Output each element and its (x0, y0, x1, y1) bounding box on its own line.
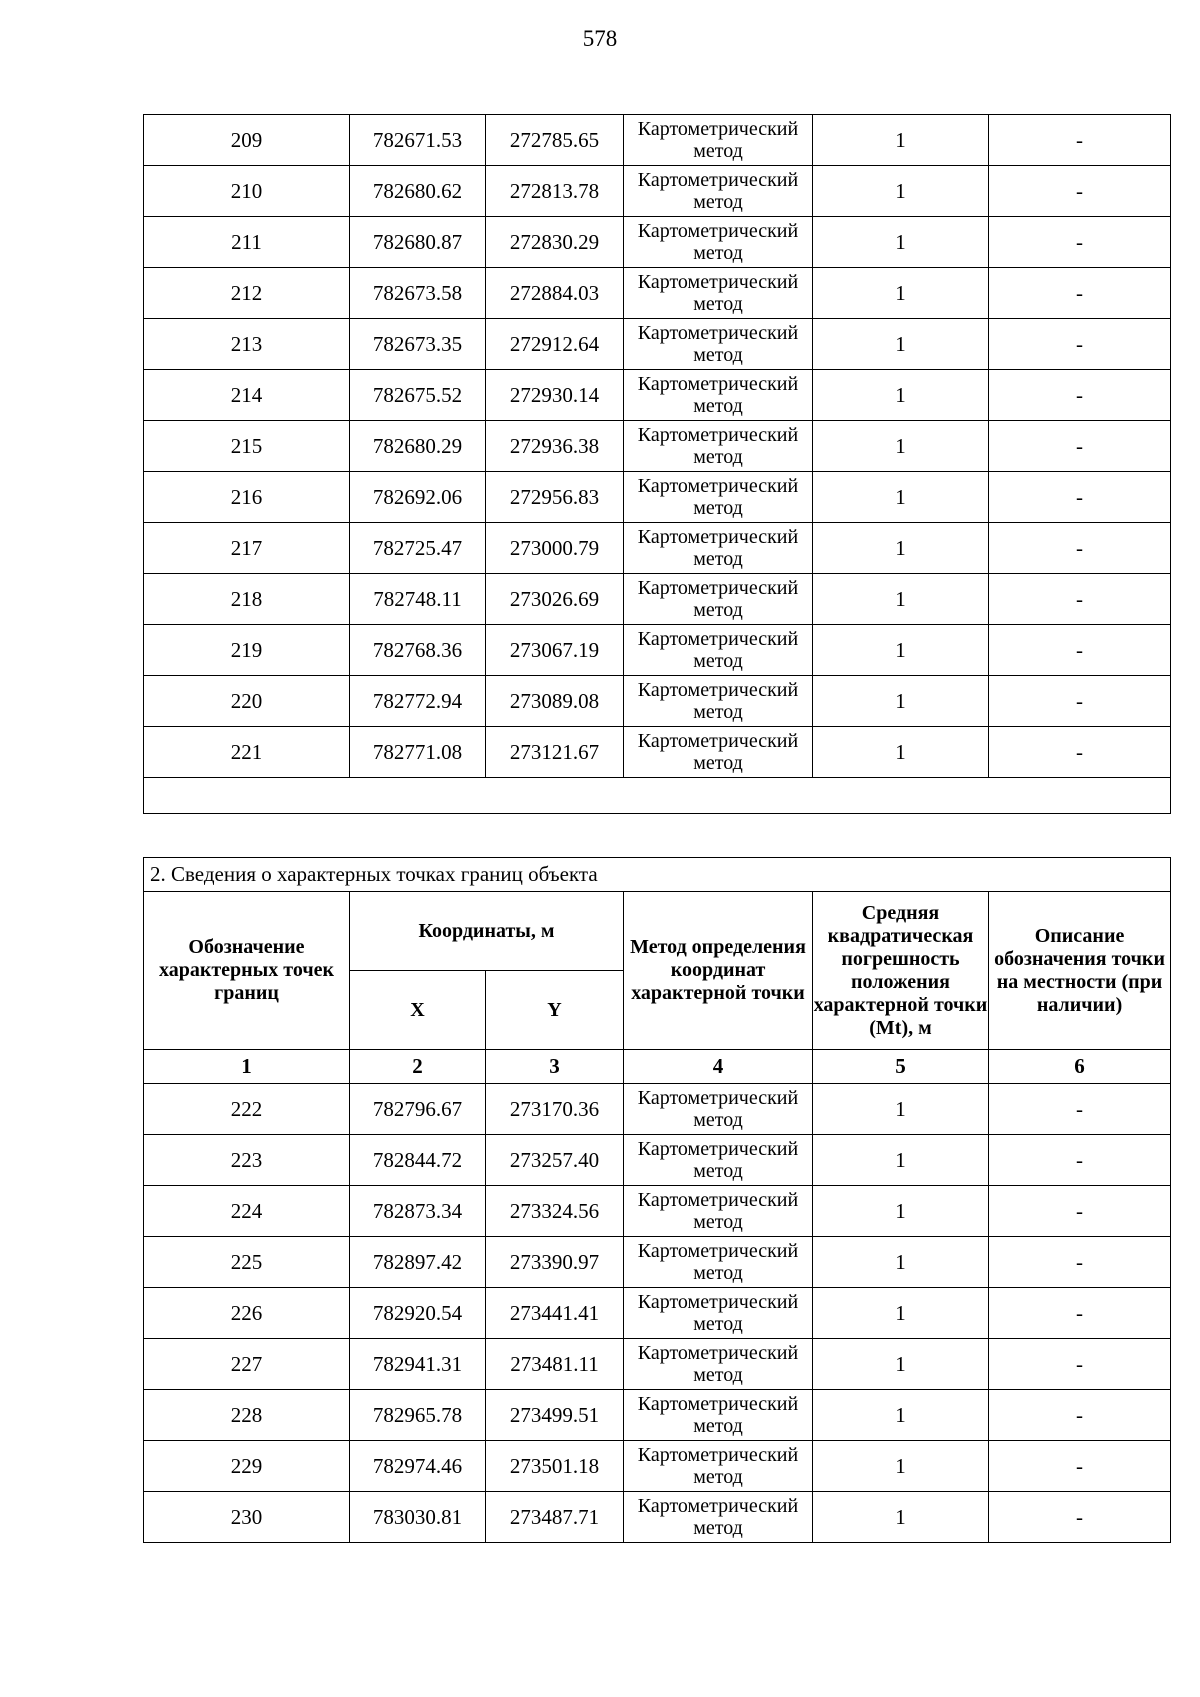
method-cell: Картометрический метод (624, 574, 813, 625)
point-cell: 223 (144, 1135, 350, 1186)
header-point: Обозначение характерных точек границ (144, 892, 350, 1050)
header-y: Y (486, 971, 624, 1050)
mt-cell: 1 (813, 1441, 989, 1492)
table-row (144, 1186, 1171, 1237)
point-cell: 209 (144, 115, 350, 166)
table-row (144, 217, 1171, 268)
point-cell: 217 (144, 523, 350, 574)
table-row (144, 115, 1171, 166)
page-number: 578 (582, 26, 618, 51)
mt-cell: 1 (813, 676, 989, 727)
mt-cell: 1 (813, 1135, 989, 1186)
mt-cell: 1 (813, 268, 989, 319)
point-cell: 211 (144, 217, 350, 268)
x-cell: 782771.08 (350, 727, 486, 778)
header-row-top (144, 892, 1171, 971)
point-cell: 226 (144, 1288, 350, 1339)
boundary-points-table (143, 857, 1171, 1543)
point-cell: 213 (144, 319, 350, 370)
method-cell: Картометрический метод (624, 625, 813, 676)
mt-cell: 1 (813, 472, 989, 523)
header-mt: Средняя квадратическая погрешность положения характерной точки (Mt), м (813, 892, 989, 1050)
desc-cell: - (989, 1186, 1171, 1237)
mt-cell: 1 (813, 625, 989, 676)
desc-cell: - (989, 421, 1171, 472)
x-cell: 782772.94 (350, 676, 486, 727)
method-cell: Картометрический метод (624, 217, 813, 268)
x-cell: 782844.72 (350, 1135, 486, 1186)
method-cell: Картометрический метод (624, 1186, 813, 1237)
desc-cell: - (989, 370, 1171, 421)
point-cell: 212 (144, 268, 350, 319)
header-method: Метод определения координат характерной точки (624, 892, 813, 1050)
method-cell: Картометрический метод (624, 319, 813, 370)
table-row (144, 1135, 1171, 1186)
method-cell: Картометрический метод (624, 268, 813, 319)
table-row (144, 370, 1171, 421)
table-caption: 2. Сведения о характерных точках границ объекта (144, 858, 1171, 892)
method-cell: Картометрический метод (624, 1492, 813, 1543)
table-row (144, 1492, 1171, 1543)
x-cell: 782725.47 (350, 523, 486, 574)
point-cell: 216 (144, 472, 350, 523)
method-cell: Картометрический метод (624, 676, 813, 727)
table-row (144, 727, 1171, 778)
point-cell: 218 (144, 574, 350, 625)
method-cell: Картометрический метод (624, 1237, 813, 1288)
method-cell: Картометрический метод (624, 1288, 813, 1339)
point-cell: 214 (144, 370, 350, 421)
table1-body (144, 115, 1171, 778)
column-number: 2 (350, 1050, 486, 1084)
mt-cell: 1 (813, 1339, 989, 1390)
y-cell: 273026.69 (486, 574, 624, 625)
x-cell: 782873.34 (350, 1186, 486, 1237)
x-cell: 782673.58 (350, 268, 486, 319)
boundary-points-table-continued (143, 114, 1171, 814)
desc-cell: - (989, 472, 1171, 523)
x-cell: 782680.87 (350, 217, 486, 268)
x-cell: 782768.36 (350, 625, 486, 676)
table-row (144, 676, 1171, 727)
table-row (144, 523, 1171, 574)
y-cell: 273089.08 (486, 676, 624, 727)
y-cell: 272936.38 (486, 421, 624, 472)
point-cell: 227 (144, 1339, 350, 1390)
method-cell: Картометрический метод (624, 1339, 813, 1390)
method-cell: Картометрический метод (624, 1390, 813, 1441)
table-row (144, 472, 1171, 523)
method-cell: Картометрический метод (624, 472, 813, 523)
header-desc: Описание обозначения точки на местности (при наличии) (989, 892, 1171, 1050)
x-cell: 782673.35 (350, 319, 486, 370)
mt-cell: 1 (813, 217, 989, 268)
point-cell: 221 (144, 727, 350, 778)
mt-cell: 1 (813, 727, 989, 778)
table-row (144, 574, 1171, 625)
desc-cell: - (989, 1390, 1171, 1441)
x-cell: 782941.31 (350, 1339, 486, 1390)
method-cell: Картометрический метод (624, 1441, 813, 1492)
column-number: 1 (144, 1050, 350, 1084)
mt-cell: 1 (813, 166, 989, 217)
y-cell: 272785.65 (486, 115, 624, 166)
x-cell: 783030.81 (350, 1492, 486, 1543)
y-cell: 273170.36 (486, 1084, 624, 1135)
desc-cell: - (989, 319, 1171, 370)
x-cell: 782675.52 (350, 370, 486, 421)
y-cell: 272830.29 (486, 217, 624, 268)
desc-cell: - (989, 676, 1171, 727)
mt-cell: 1 (813, 1492, 989, 1543)
desc-cell: - (989, 574, 1171, 625)
point-cell: 219 (144, 625, 350, 676)
desc-cell: - (989, 625, 1171, 676)
point-cell: 215 (144, 421, 350, 472)
x-cell: 782920.54 (350, 1288, 486, 1339)
method-cell: Картометрический метод (624, 1135, 813, 1186)
y-cell: 272956.83 (486, 472, 624, 523)
table-row (144, 1390, 1171, 1441)
column-number: 4 (624, 1050, 813, 1084)
header-x: X (350, 971, 486, 1050)
table-row (144, 1237, 1171, 1288)
method-cell: Картометрический метод (624, 166, 813, 217)
mt-cell: 1 (813, 421, 989, 472)
table-row (144, 1339, 1171, 1390)
desc-cell: - (989, 1135, 1171, 1186)
y-cell: 273000.79 (486, 523, 624, 574)
y-cell: 273121.67 (486, 727, 624, 778)
mt-cell: 1 (813, 1288, 989, 1339)
y-cell: 273499.51 (486, 1390, 624, 1441)
table-row (144, 268, 1171, 319)
point-cell: 228 (144, 1390, 350, 1441)
column-number: 5 (813, 1050, 989, 1084)
table-row (144, 166, 1171, 217)
mt-cell: 1 (813, 1390, 989, 1441)
x-cell: 782680.29 (350, 421, 486, 472)
desc-cell: - (989, 1339, 1171, 1390)
method-cell: Картометрический метод (624, 523, 813, 574)
method-cell: Картометрический метод (624, 115, 813, 166)
x-cell: 782974.46 (350, 1441, 486, 1492)
point-cell: 222 (144, 1084, 350, 1135)
x-cell: 782796.67 (350, 1084, 486, 1135)
table-row (144, 1084, 1171, 1135)
method-cell: Картометрический метод (624, 727, 813, 778)
y-cell: 273257.40 (486, 1135, 624, 1186)
y-cell: 273324.56 (486, 1186, 624, 1237)
point-cell: 229 (144, 1441, 350, 1492)
x-cell: 782692.06 (350, 472, 486, 523)
y-cell: 272884.03 (486, 268, 624, 319)
desc-cell: - (989, 1492, 1171, 1543)
column-number: 6 (989, 1050, 1171, 1084)
table-row (144, 625, 1171, 676)
y-cell: 273481.11 (486, 1339, 624, 1390)
y-cell: 273487.71 (486, 1492, 624, 1543)
desc-cell: - (989, 1441, 1171, 1492)
column-number-row (144, 1050, 1171, 1084)
desc-cell: - (989, 268, 1171, 319)
y-cell: 273067.19 (486, 625, 624, 676)
desc-cell: - (989, 115, 1171, 166)
table-row (144, 1288, 1171, 1339)
method-cell: Картометрический метод (624, 370, 813, 421)
y-cell: 273441.41 (486, 1288, 624, 1339)
x-cell: 782748.11 (350, 574, 486, 625)
y-cell: 273390.97 (486, 1237, 624, 1288)
mt-cell: 1 (813, 115, 989, 166)
y-cell: 273501.18 (486, 1441, 624, 1492)
desc-cell: - (989, 217, 1171, 268)
point-cell: 225 (144, 1237, 350, 1288)
point-cell: 220 (144, 676, 350, 727)
column-number: 3 (486, 1050, 624, 1084)
mt-cell: 1 (813, 319, 989, 370)
mt-cell: 1 (813, 523, 989, 574)
table2-body (144, 1084, 1171, 1543)
method-cell: Картометрический метод (624, 1084, 813, 1135)
point-cell: 210 (144, 166, 350, 217)
desc-cell: - (989, 1288, 1171, 1339)
desc-cell: - (989, 166, 1171, 217)
y-cell: 272930.14 (486, 370, 624, 421)
point-cell: 224 (144, 1186, 350, 1237)
header-coords: Координаты, м (350, 892, 624, 971)
table-caption-row (144, 858, 1171, 892)
mt-cell: 1 (813, 1186, 989, 1237)
y-cell: 272912.64 (486, 319, 624, 370)
point-cell: 230 (144, 1492, 350, 1543)
mt-cell: 1 (813, 1084, 989, 1135)
desc-cell: - (989, 1084, 1171, 1135)
desc-cell: - (989, 727, 1171, 778)
table-row (144, 421, 1171, 472)
empty-cell (144, 778, 1171, 814)
y-cell: 272813.78 (486, 166, 624, 217)
x-cell: 782671.53 (350, 115, 486, 166)
table-row (144, 1441, 1171, 1492)
mt-cell: 1 (813, 370, 989, 421)
x-cell: 782680.62 (350, 166, 486, 217)
table-row (144, 319, 1171, 370)
desc-cell: - (989, 523, 1171, 574)
method-cell: Картометрический метод (624, 421, 813, 472)
mt-cell: 1 (813, 574, 989, 625)
empty-row (144, 778, 1171, 814)
x-cell: 782897.42 (350, 1237, 486, 1288)
x-cell: 782965.78 (350, 1390, 486, 1441)
desc-cell: - (989, 1237, 1171, 1288)
mt-cell: 1 (813, 1237, 989, 1288)
